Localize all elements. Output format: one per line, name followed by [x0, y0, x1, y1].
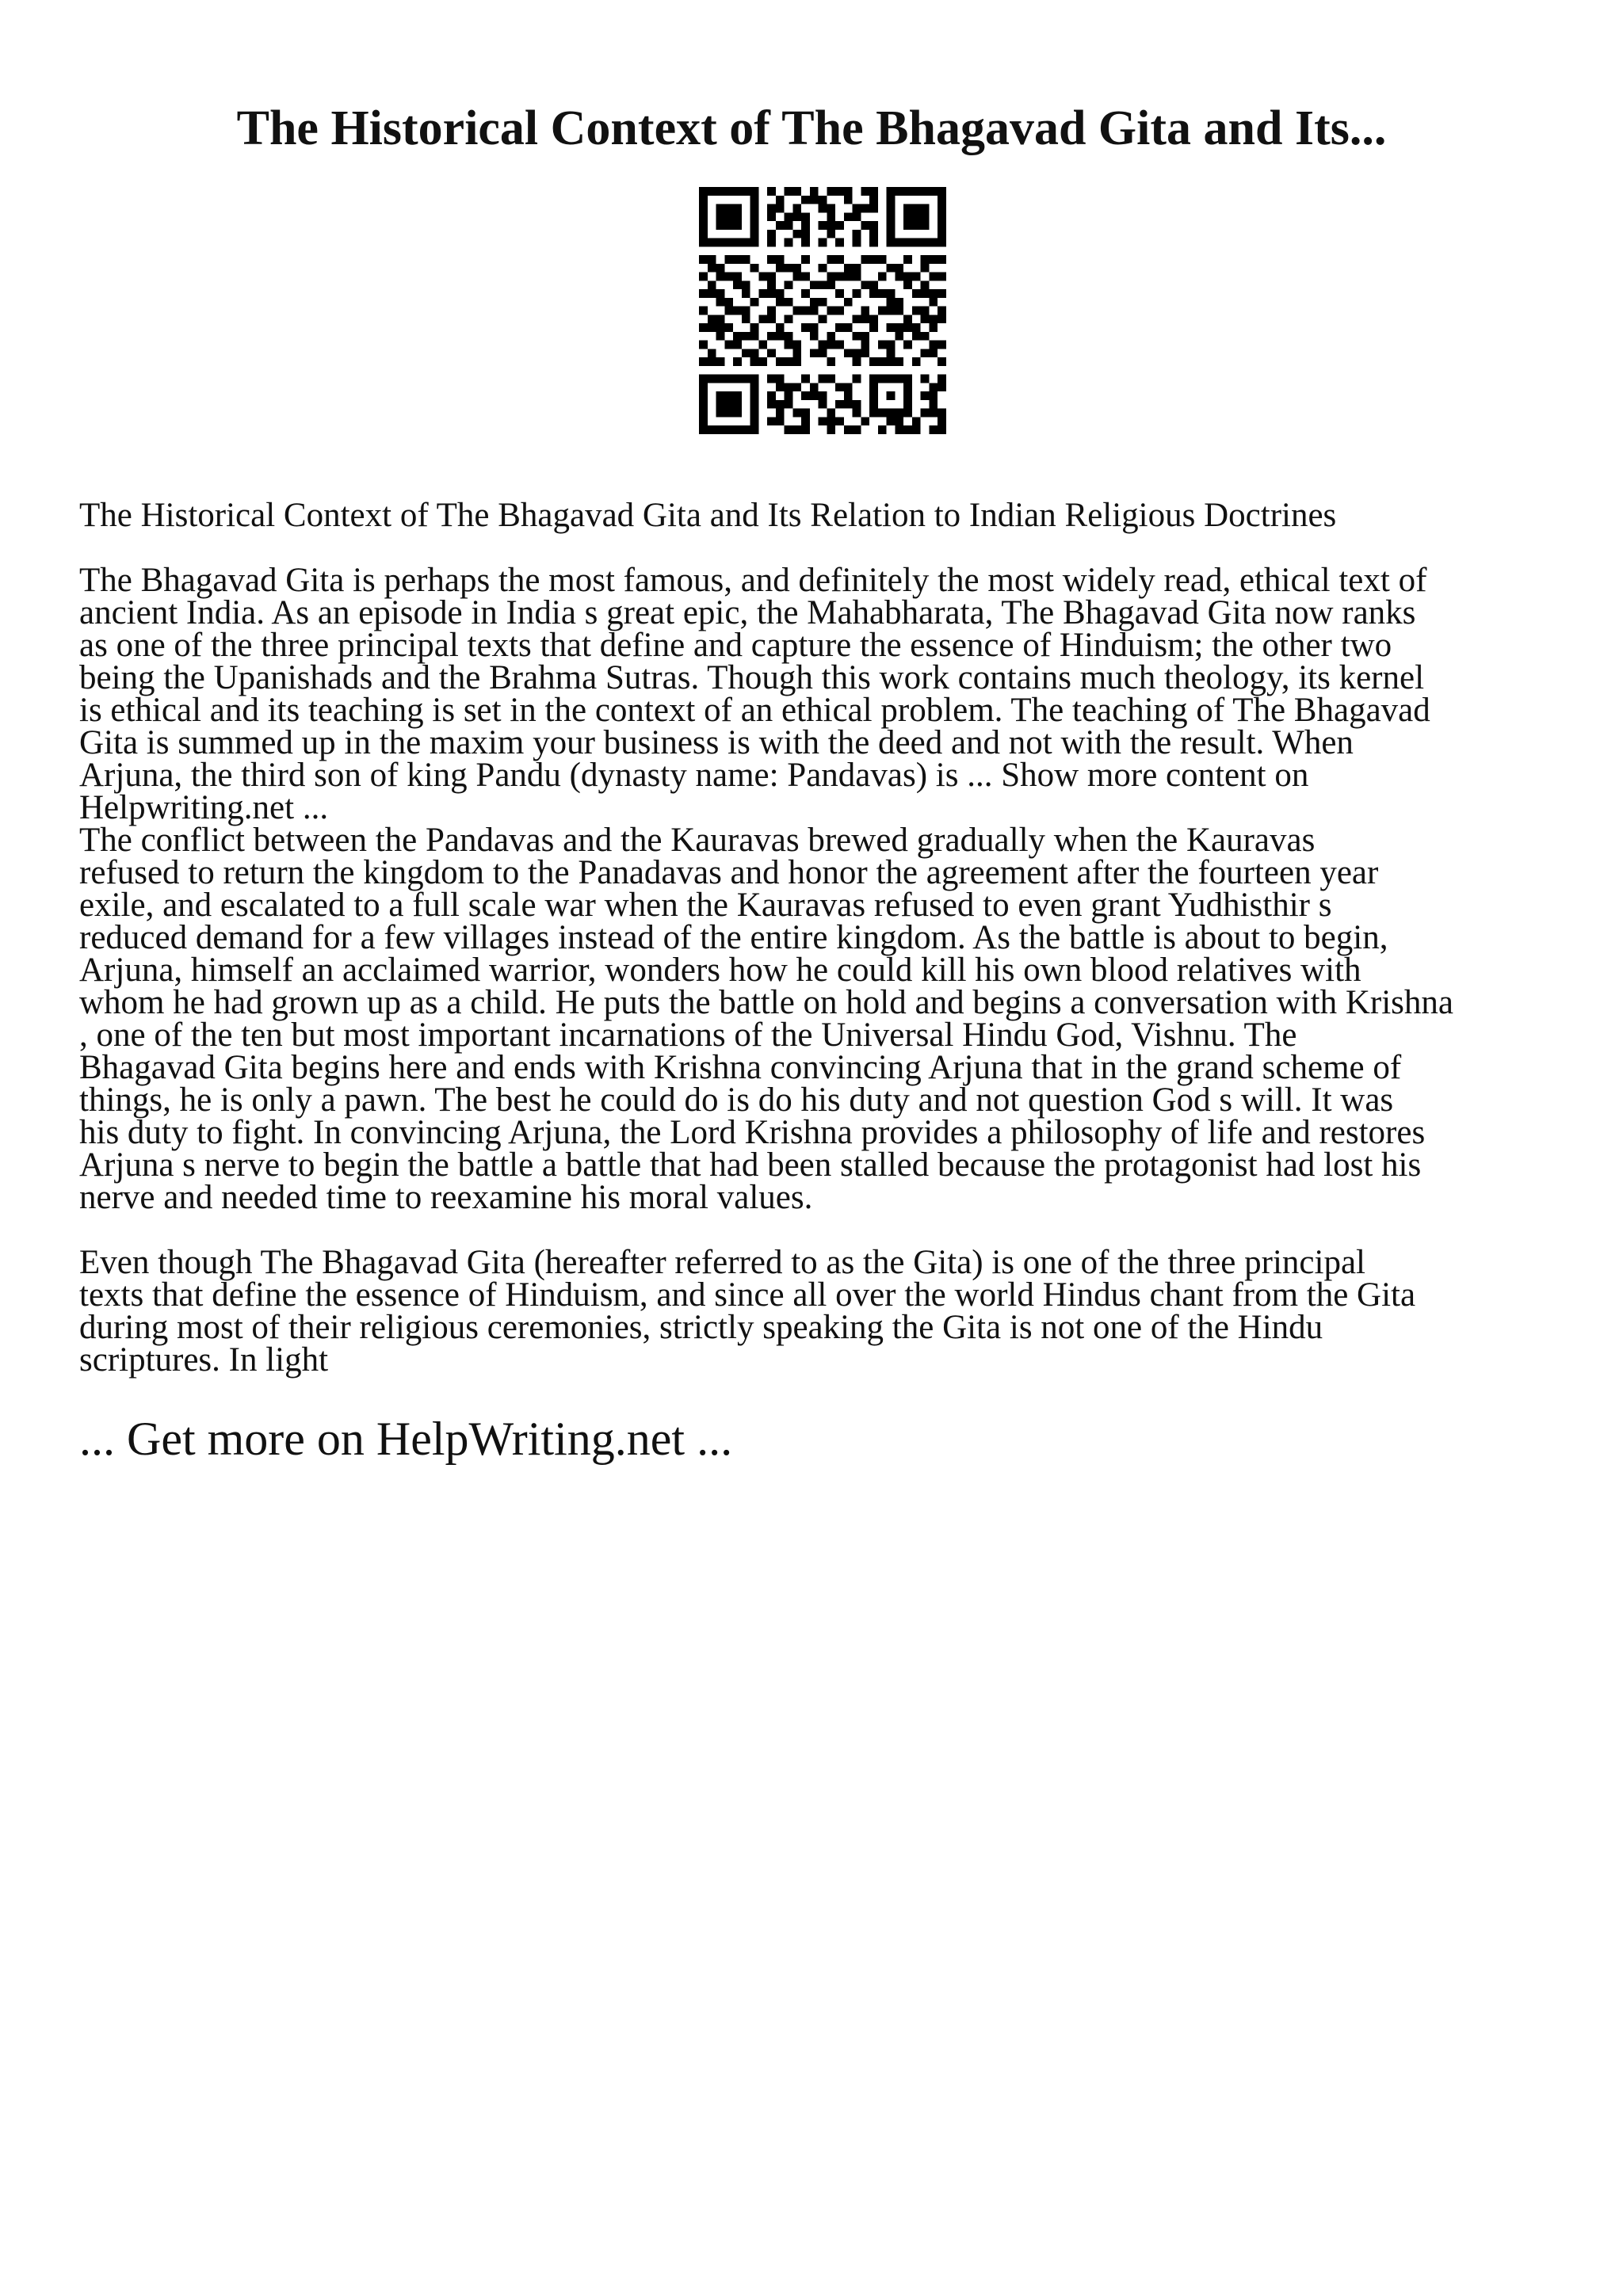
- document-subtitle: The Historical Context of The Bhagavad Gita and Its Relation to Indian Religious Doctrines: [79, 497, 1337, 534]
- body-paragraph: Even though The Bhagavad Gita (hereafter referred to as the Gita) is one of the three principal texts that define the essence of Hinduism, and since all over the world Hindus chant from the Gita during most of their religious ceremonies, strictly speaking the Gita is not one of the Hindu scriptures. In light: [79, 1244, 1416, 1379]
- body-paragraph: The Bhagavad Gita is perhaps the most famous, and definitely the most widely read, ethical text of ancient India. As an episode in India s great epic, the Mahabharata, The Bhagavad Gita now ranks as one of the three principal texts that define and capture the essence of Hinduism; the other two being the Upanishads and the Brahma Sutras. Though this work contains much theology, its kernel is ethical and its teaching is set in the context of an ethical problem. The teaching of The Bhagavad Gita is summed up in the maxim your business is with the deed and not with the result. When Arjuna, the third son of king Pandu (dynasty name: Pandavas) is ... Show more content on Helpwriting.net ...: [79, 562, 1430, 826]
- body-paragraph: The conflict between the Pandavas and the Kauravas brewed gradually when the Kauravas refused to return the kingdom to the Panadavas and honor the agreement after the fourteen year exile, and escalated to a full scale war when the Kauravas refused to even grant Yudhisthir s reduced demand for a few villages instead of the entire kingdom. As the battle is about to begin, Arjuna, himself an acclaimed warrior, wonders how he could kill his own blood relatives with whom he had grown up as a child. He puts the battle on hold and begins a conversation with Krishna , one of the ten but most important incarnations of the Universal Hindu God, Vishnu. The Bhagavad Gita begins here and ends with Krishna convincing Arjuna that in the grand scheme of things, he is only a pawn. The best he could do is do his duty and not question God s will. It was his duty to fight. In convincing Arjuna, the Lord Krishna provides a philosophy of life and restores Arjuna s nerve to begin the battle a battle that had been stalled because the protagonist had lost his nerve and needed time to reexamine his moral values.: [79, 822, 1453, 1216]
- document-body: [79, 499, 1585, 1466]
- qr-code-icon[interactable]: [699, 187, 946, 434]
- helpwriting-more-link[interactable]: ... Get more on HelpWriting.net ...: [79, 1413, 733, 1465]
- document-title: The Historical Context of The Bhagavad Gita and Its...: [236, 101, 1387, 155]
